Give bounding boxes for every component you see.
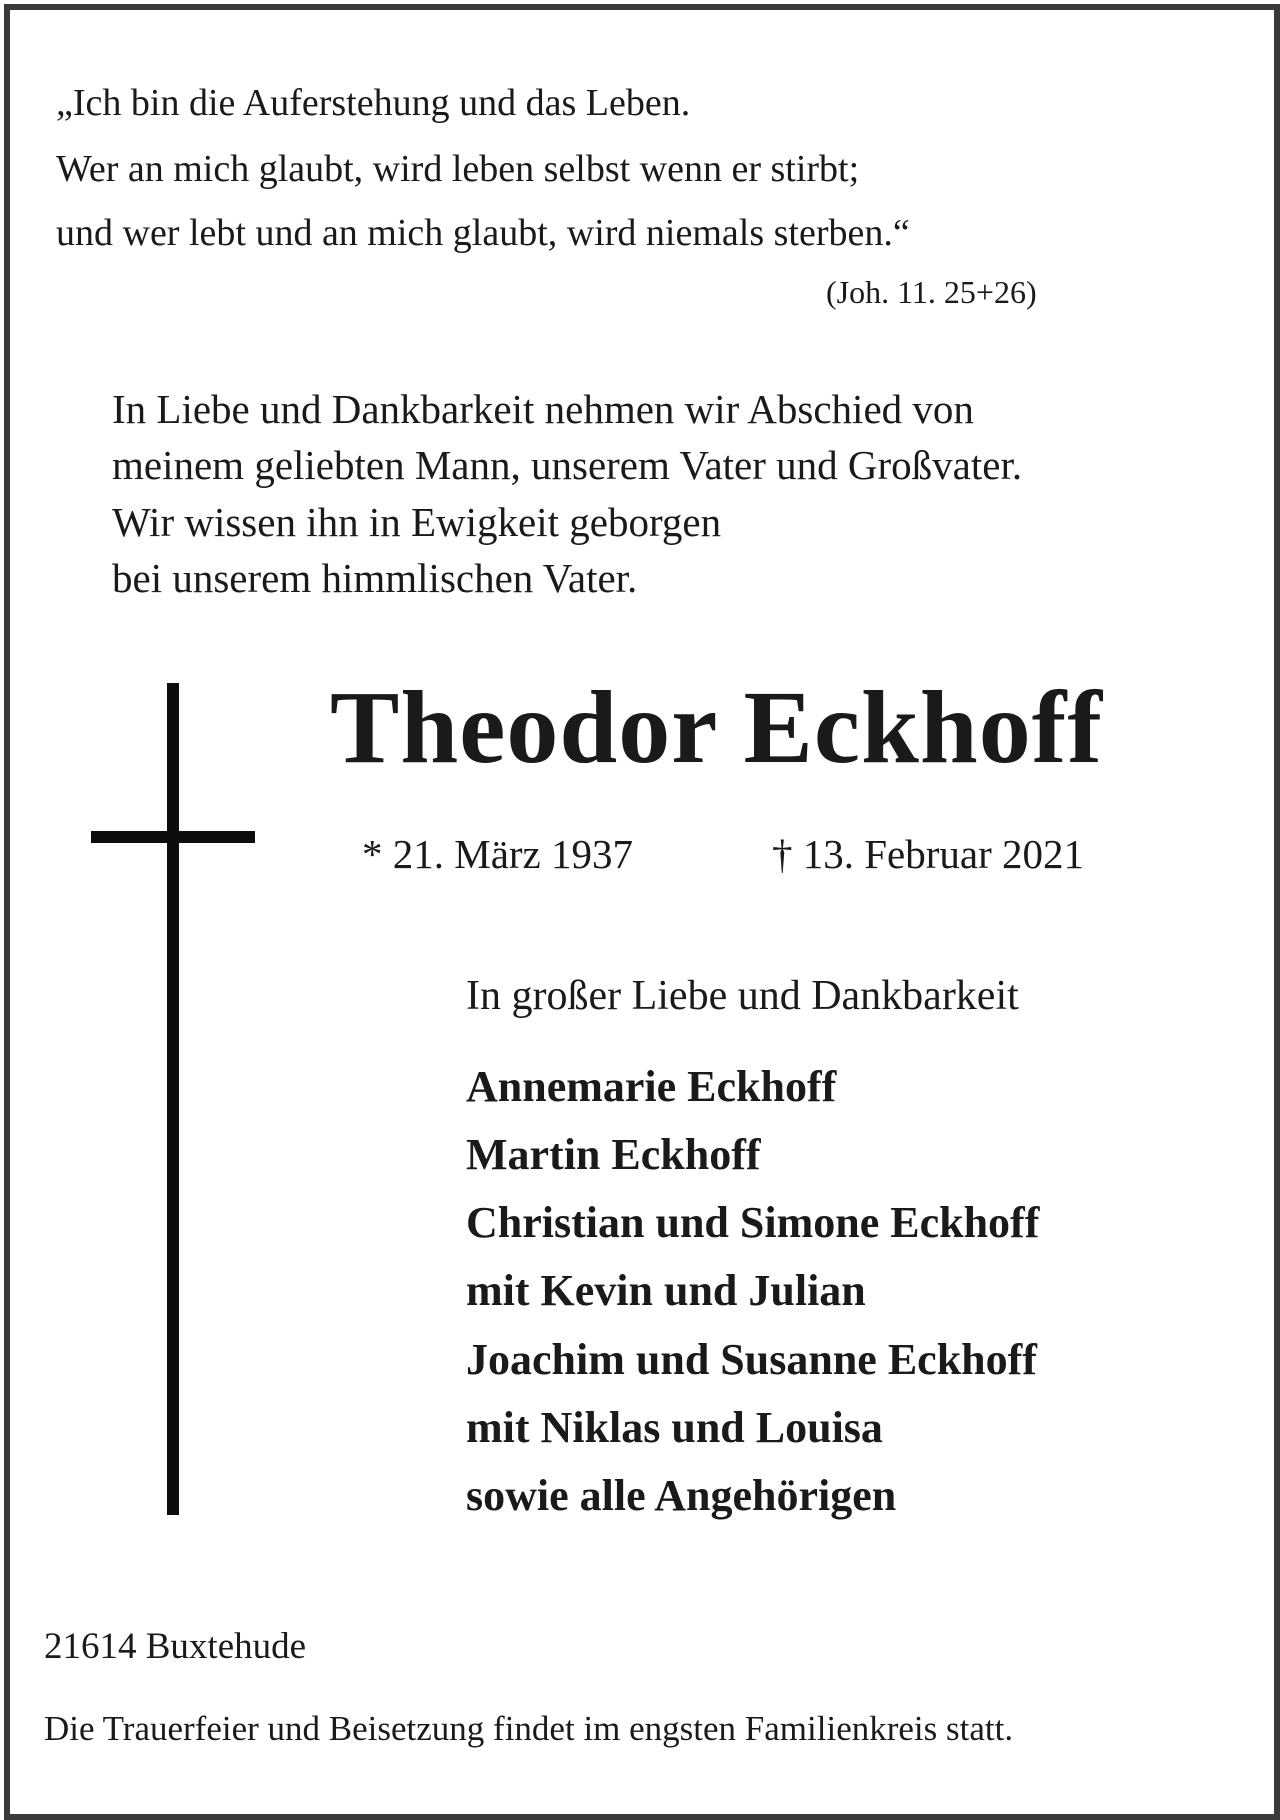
funeral-notice: Die Trauerfeier und Beisetzung findet im engsten Familienkreis statt. <box>44 1709 1014 1748</box>
deceased-name: Theodor Eckhoff <box>330 670 1103 785</box>
intro-line-4: bei unserem himmlischen Vater. <box>112 555 638 601</box>
mourner-name: Christian und Simone Eckhoff <box>466 1198 1040 1247</box>
mourner-name: Martin Eckhoff <box>466 1130 761 1179</box>
quote-line-2: Wer an mich glaubt, wird leben selbst wenn er stirbt; <box>56 148 860 190</box>
city: 21614 Buxtehude <box>44 1626 307 1667</box>
mourners-intro: In großer Liebe und Dankbarkeit <box>466 973 1019 1019</box>
intro-line-1: In Liebe und Dankbarkeit nehmen wir Abschied von <box>112 386 974 432</box>
mourner-name: Joachim und Susanne Eckhoff <box>466 1335 1037 1384</box>
quote-reference: (Joh. 11. 25+26) <box>826 274 1037 310</box>
intro-line-3: Wir wissen ihn in Ewigkeit geborgen <box>112 499 722 545</box>
mourner-name: mit Niklas und Louisa <box>466 1403 883 1452</box>
mourner-name: sowie alle Angehörigen <box>466 1471 897 1520</box>
mourner-name: Annemarie Eckhoff <box>466 1062 837 1111</box>
quote-line-1: „Ich bin die Auferstehung und das Leben. <box>56 82 691 124</box>
intro-line-2: meinem geliebten Mann, unserem Vater und Großvater. <box>112 442 1023 488</box>
mourner-name: mit Kevin und Julian <box>466 1266 866 1315</box>
quote-line-3: und wer lebt und an mich glaubt, wird niemals sterben.“ <box>56 212 910 254</box>
birth-date: * 21. März 1937 <box>362 831 634 877</box>
obituary-border <box>4 4 1280 1820</box>
death-date: † 13. Februar 2021 <box>772 831 1085 877</box>
